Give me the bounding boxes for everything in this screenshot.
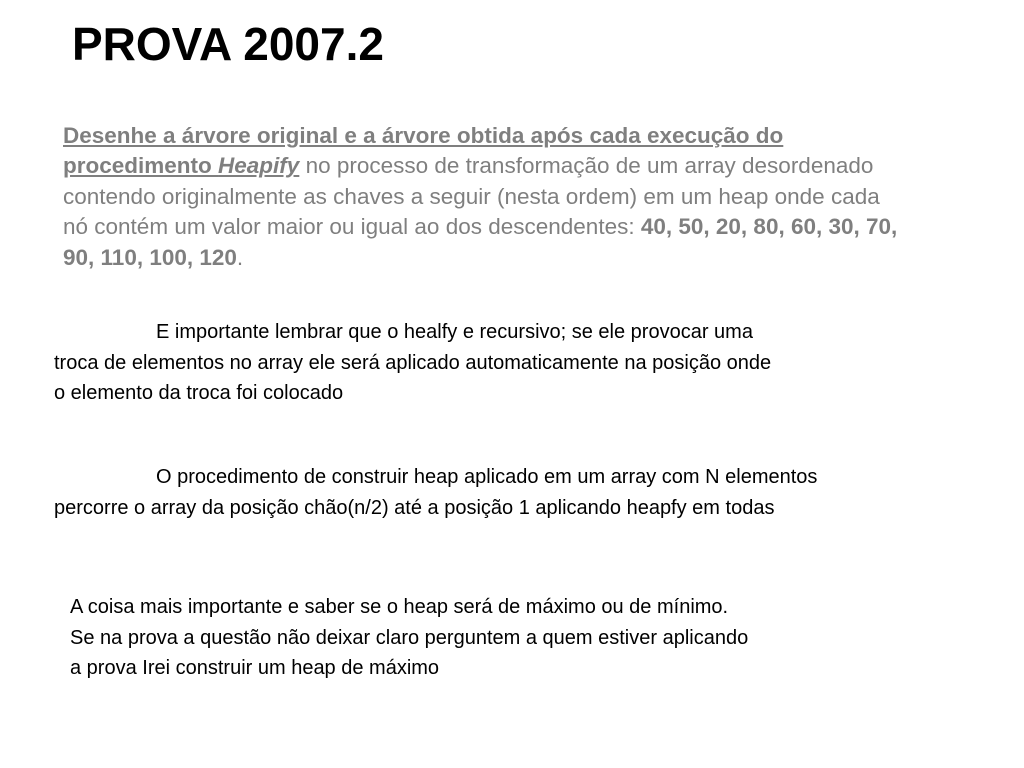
note-build-heap bbox=[54, 462, 817, 523]
note-line: troca de elementos no array ele será aplicado automaticamente na posição onde bbox=[54, 351, 772, 374]
note-line: A coisa mais importante e saber se o heap será de máximo ou de mínimo. bbox=[70, 596, 729, 618]
note-line: o elemento da troca foi colocado bbox=[54, 382, 344, 404]
question-keys: 40, 50, 20, 80, 60, 30, 70, 90, 110, 100, 120 bbox=[63, 214, 898, 270]
note-line: O procedimento de construir heap aplicado em um array com N elementos bbox=[156, 466, 818, 488]
note-max-or-min bbox=[70, 592, 748, 684]
slide-title: PROVA 2007.2 bbox=[72, 18, 384, 70]
heapify-term: Heapify bbox=[218, 153, 300, 179]
note-line: Se na prova a questão não deixar claro perguntem a quem estiver aplicando bbox=[70, 626, 749, 649]
question-body: no processo de transformação de um array desordenado contendo originalmente as chaves a seguir (nesta ordem) em um heap onde cada nó contém um valor maior ou igual ao dos descendentes: bbox=[63, 153, 880, 240]
question-underlined-part: Desenhe a árvore original e a árvore obtida após cada execução do procedimento bbox=[63, 123, 784, 179]
question-text bbox=[63, 121, 903, 273]
note-line: E importante lembrar que o healfy e recursivo; se ele provocar uma bbox=[156, 321, 753, 343]
question-end: . bbox=[236, 244, 244, 270]
note-line: percorre o array da posição chão(n/2) até a posição 1 aplicando heapfy em todas bbox=[54, 496, 775, 519]
note-heapify-recursive bbox=[54, 317, 771, 409]
note-line: a prova Irei construir um heap de máximo bbox=[70, 657, 440, 679]
